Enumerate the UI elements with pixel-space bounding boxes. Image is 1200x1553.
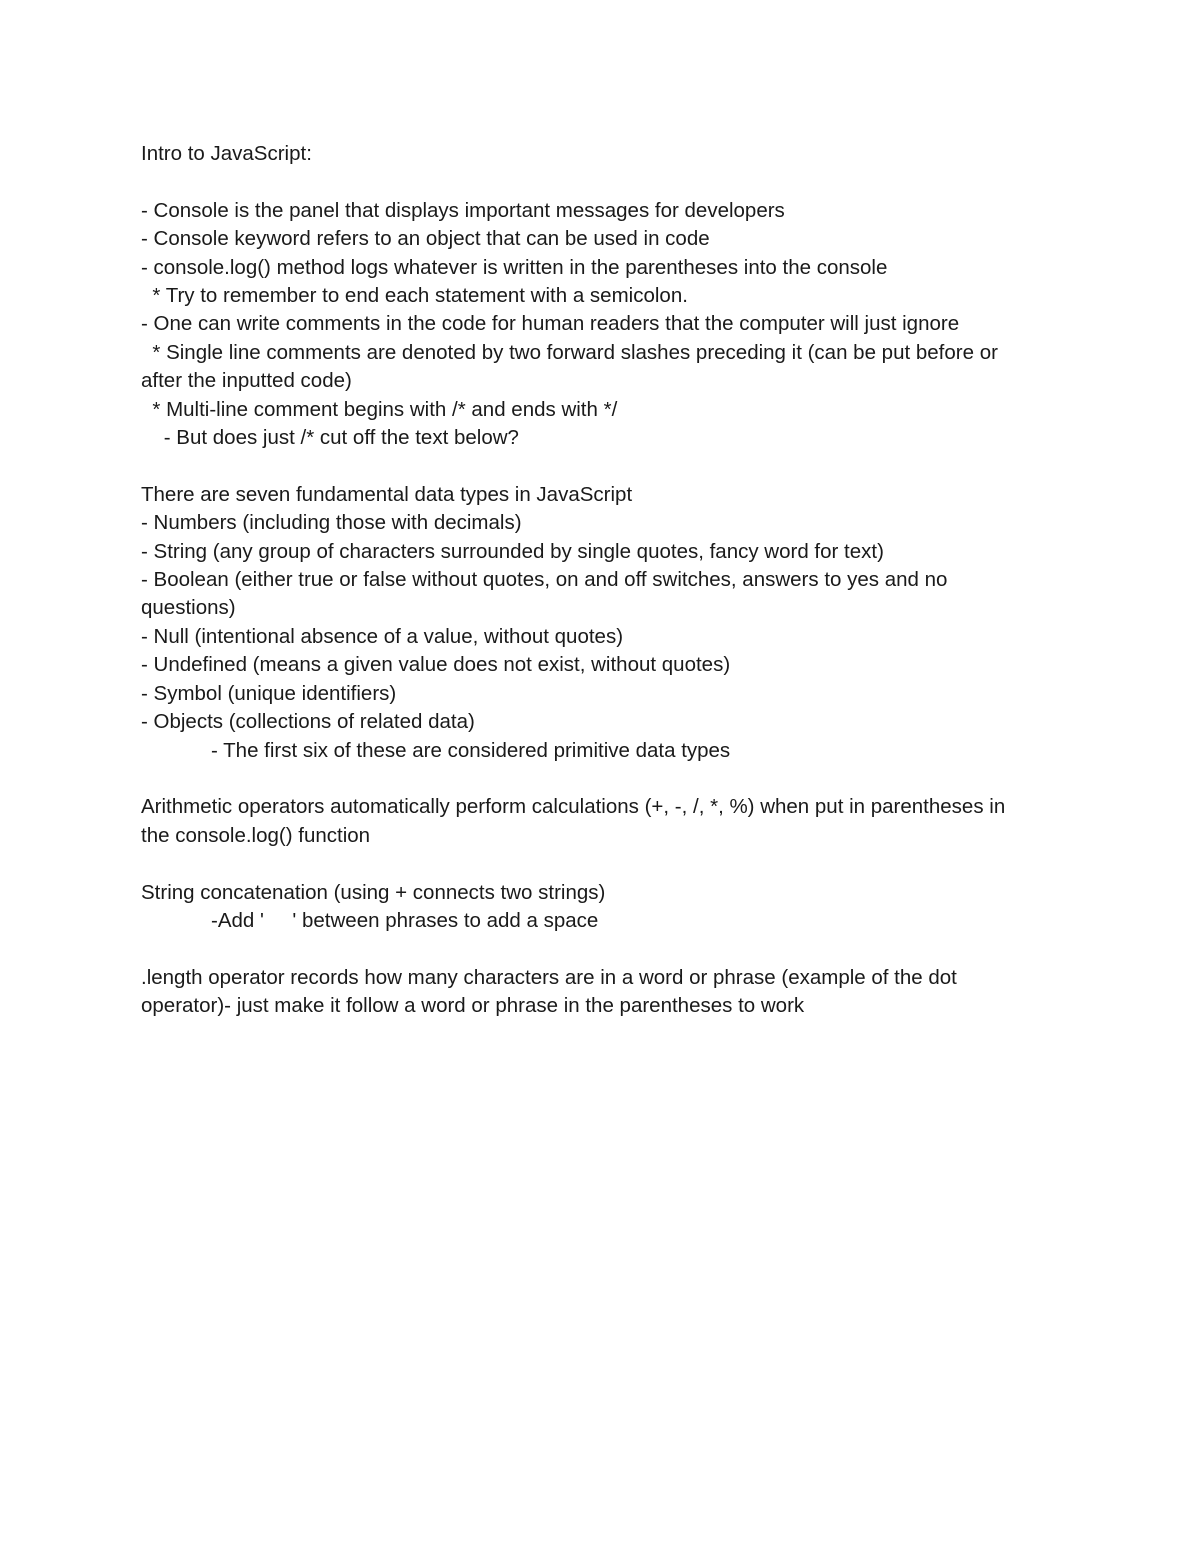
indented-note: - The first six of these are considered primitive data types bbox=[211, 738, 731, 762]
note-line: - Console keyword refers to an object that can be used in code bbox=[141, 227, 710, 251]
note-line: * Try to remember to end each statement with a semicolon. bbox=[141, 284, 688, 308]
list-item: - Undefined (means a given value does not exist, without quotes) bbox=[141, 653, 731, 677]
note-line: * Single line comments are denoted by two forward slashes preceding it (can be put before or bbox=[141, 340, 998, 364]
section-heading: String concatenation (using + connects two strings) bbox=[141, 880, 606, 904]
indented-note: -Add ' ' between phrases to add a space bbox=[211, 908, 599, 932]
list-item: - Boolean (either true or false without quotes, on and off switches, answers to yes and no bbox=[141, 568, 948, 592]
paragraph-line: the console.log() function bbox=[141, 823, 371, 847]
section-heading: There are seven fundamental data types in JavaScript bbox=[141, 482, 633, 506]
list-item: - Symbol (unique identifiers) bbox=[141, 681, 397, 705]
note-line: after the inputted code) bbox=[141, 369, 352, 393]
spacer bbox=[141, 452, 1061, 480]
section-title: Intro to JavaScript: bbox=[141, 142, 312, 165]
list-item: questions) bbox=[141, 596, 236, 620]
document-body bbox=[141, 140, 1061, 1021]
list-item: - Null (intentional absence of a value, without quotes) bbox=[141, 624, 624, 648]
list-item: - String (any group of characters surrounded by single quotes, fancy word for text) bbox=[141, 539, 884, 563]
list-item: - Objects (collections of related data) bbox=[141, 710, 475, 734]
spacer bbox=[141, 935, 1061, 963]
list-item: - Numbers (including those with decimals) bbox=[141, 511, 522, 535]
spacer bbox=[141, 850, 1061, 878]
note-line: - But does just /* cut off the text below? bbox=[141, 426, 519, 450]
paragraph-line: .length operator records how many characters are in a word or phrase (example of the dot bbox=[141, 965, 957, 989]
spacer bbox=[141, 765, 1061, 793]
paragraph-line: Arithmetic operators automatically perform calculations (+, -, /, *, %) when put in parentheses in bbox=[141, 795, 1006, 819]
note-line: - console.log() method logs whatever is written in the parentheses into the console bbox=[141, 255, 888, 279]
note-line: * Multi-line comment begins with /* and ends with */ bbox=[141, 397, 618, 421]
spacer bbox=[141, 168, 1061, 196]
note-line: - Console is the panel that displays important messages for developers bbox=[141, 198, 785, 222]
paragraph-line: operator)- just make it follow a word or phrase in the parentheses to work bbox=[141, 994, 805, 1018]
note-line: - One can write comments in the code for human readers that the computer will just ignore bbox=[141, 312, 960, 336]
